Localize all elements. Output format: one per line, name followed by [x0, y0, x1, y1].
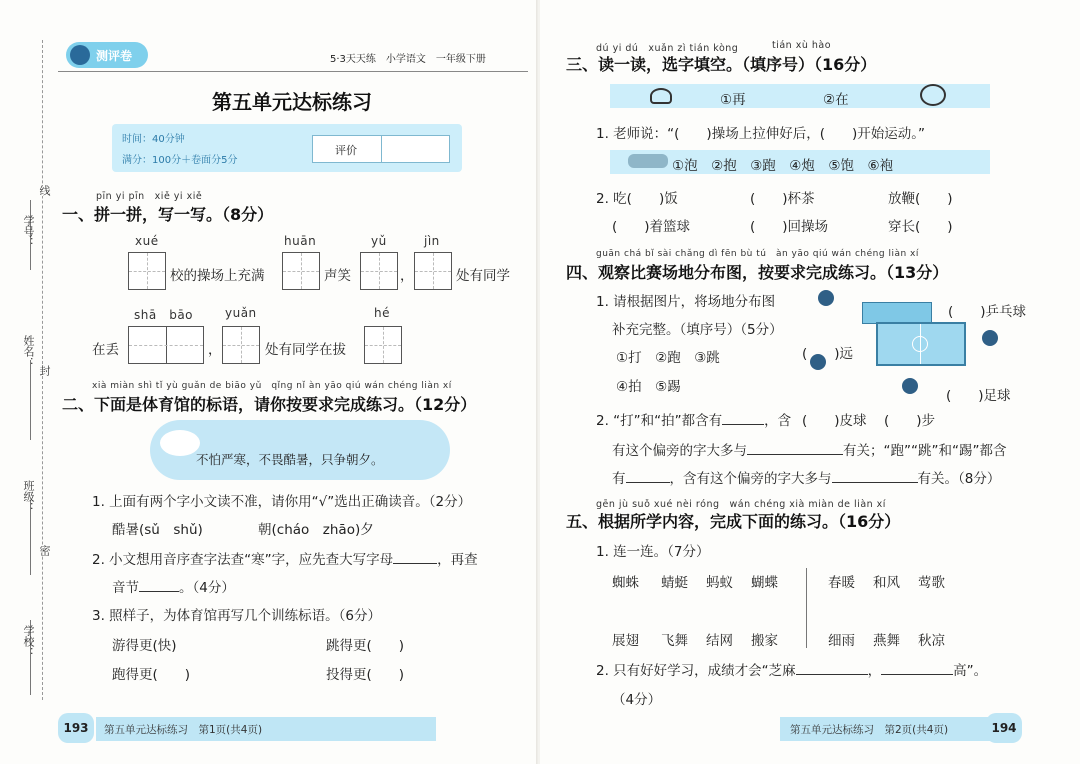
pingpong-table — [862, 302, 932, 324]
py-xue: xué — [135, 234, 159, 248]
match-item[interactable]: 蜘蛛 — [612, 575, 639, 591]
badge — [66, 42, 148, 68]
page-number: 193 — [58, 713, 94, 743]
answer-blank[interactable] — [881, 661, 953, 675]
s1-line2-b: ， — [208, 342, 222, 358]
s3-pinyin-b: tián xù hào — [772, 40, 832, 51]
racket-icon — [920, 84, 946, 106]
header-rule — [58, 71, 528, 72]
s3-q2-r1-a[interactable]: 2. 吃( )饭 — [596, 191, 678, 207]
rail-underline — [30, 360, 31, 440]
answer-blank[interactable] — [393, 550, 437, 564]
lbl-football[interactable]: ( )足球 — [946, 388, 1011, 404]
s5-q2: 2. 只有好好学习，成绩才会“芝麻 ， 高”。 — [596, 663, 988, 679]
writing-box[interactable] — [414, 252, 452, 290]
s2-q2-cont: 音节 。（4分） — [112, 580, 235, 596]
s2-q1-b: 朝(cháo zhāo)夕 — [258, 522, 374, 538]
s5-title: 五、根据所学内容，完成下面的练习。（16分） — [566, 512, 901, 531]
s5-pinyin: gēn jù suǒ xué nèi róng wán chéng xià miàn de liàn xí — [596, 499, 886, 510]
footer-text: 第五单元达标练习 第2页(共4页) — [790, 724, 949, 736]
match-item[interactable]: 和风 — [873, 575, 900, 591]
writing-box[interactable] — [364, 326, 402, 364]
s2-q1-a: 酷暑(sǔ shǔ) — [112, 522, 203, 538]
s4-opts-row2: ④拍 ⑤踢 — [616, 379, 681, 395]
eval-divider — [381, 136, 382, 162]
s5-q1: 1. 连一连。（7分） — [596, 544, 710, 560]
s2-q2: 2. 小文想用音序查字法查“寒”字，应先查大写字母 ，再查 — [92, 552, 478, 568]
match-item[interactable]: 秋凉 — [918, 633, 945, 649]
s1-line1-a: 校的操场上充满 — [170, 268, 265, 284]
match-divider — [806, 568, 807, 648]
score-label: 满分：100分＋卷面分5分 — [122, 155, 238, 166]
left-page — [0, 0, 538, 764]
slogan-cloud — [150, 420, 450, 480]
s5-q2-points: （4分） — [612, 692, 662, 708]
answer-blank[interactable] — [626, 469, 670, 483]
match-item[interactable]: 蝴蝶 — [751, 575, 778, 591]
match-item[interactable]: 结网 — [706, 633, 733, 649]
player-icon — [982, 330, 998, 346]
s2-q3-d[interactable]: 投得更( ) — [326, 667, 405, 683]
answer-blank[interactable] — [722, 411, 764, 425]
lbl-step[interactable]: ( )步 — [884, 413, 936, 429]
answer-blank[interactable] — [747, 441, 843, 455]
rail-label-school: 学校： — [22, 625, 35, 658]
rail-label-class: 班级： — [22, 480, 35, 513]
s3-q2-r1-b[interactable]: ( )杯茶 — [750, 191, 815, 207]
match-item[interactable]: 蜻蜓 — [661, 575, 688, 591]
writing-box[interactable] — [360, 252, 398, 290]
eval-label: 评价 — [335, 144, 357, 157]
s3-q2-r1-c[interactable]: 放鞭( ) — [888, 191, 953, 207]
py-he: hé — [374, 306, 390, 320]
py-yuan: yuǎn — [225, 306, 257, 320]
s1-line2-c: 处有同学在拔 — [265, 342, 346, 358]
rail-mark-line: 线 — [38, 185, 51, 196]
s4-pinyin: guān chá bǐ sài chǎng dì fēn bù tú àn yāo qiú wán chéng liàn xí — [596, 249, 919, 259]
match-item[interactable]: 飞舞 — [661, 633, 688, 649]
s4-q1-b: 补充完整。（填序号）（5分） — [612, 322, 783, 338]
s1-title: 一、拼一拼，写一写。（8分） — [62, 205, 274, 224]
py-jin: jìn — [424, 234, 440, 248]
s2-q3-b[interactable]: 跳得更( ) — [326, 638, 405, 654]
slogan-text: 不怕严寒，不畏酷暑，只争朝夕。 — [196, 452, 384, 467]
lbl-yuan[interactable]: ( )远 — [802, 346, 854, 362]
match-item[interactable]: 燕舞 — [873, 633, 900, 649]
s1-line2-a: 在丢 — [92, 342, 119, 358]
eval-box — [312, 135, 450, 163]
s2-pinyin: xià miàn shì tǐ yù guǎn de biāo yǔ qǐng nǐ àn yāo qiú wán chéng liàn xí — [92, 381, 452, 391]
s4-opts-row1: ①打 ②跑 ③跳 — [616, 350, 720, 366]
match-item[interactable]: 春暖 — [828, 575, 855, 591]
lbl-ball[interactable]: ( )皮球 — [802, 413, 867, 429]
py-huan: huān — [284, 234, 317, 248]
rail-mark-secret: 密 — [38, 545, 51, 556]
writing-box[interactable] — [128, 252, 166, 290]
match-item[interactable]: 细雨 — [828, 633, 855, 649]
badge-label: 测评卷 — [96, 49, 133, 63]
footer-text: 第五单元达标练习 第1页(共4页) — [104, 724, 263, 736]
s1-line1-d: 处有同学 — [456, 268, 510, 284]
s4-title: 四、观察比赛场地分布图，按要求完成练习。（13分） — [566, 263, 949, 282]
shuttlecock-icon — [650, 88, 672, 104]
s4-q2: 2. “打”和“拍”都含有 ，含 — [596, 413, 792, 429]
match-item[interactable]: 展翅 — [612, 633, 639, 649]
player-icon — [818, 290, 834, 306]
s3-q2-r2-c[interactable]: 穿长( ) — [888, 219, 953, 235]
s1-line1-b: 声笑 — [324, 268, 351, 284]
s3-opt2: ②在 — [823, 92, 849, 108]
py-shabao: shā bāo — [134, 308, 194, 322]
football-field — [876, 322, 966, 366]
s2-q1: 1. 上面有两个字小文读不准，请你用“√”选出正确读音。（2分） — [92, 494, 472, 510]
mascot-icon — [70, 45, 90, 65]
py-yu: yǔ — [371, 234, 387, 248]
time-label: 时间：40分钟 — [122, 134, 185, 145]
whale-icon — [160, 430, 200, 456]
s2-q3: 3. 照样子，为体育馆再写几个训练标语。（6分） — [92, 608, 382, 624]
shoe-icon — [628, 154, 668, 168]
page-title: 第五单元达标练习 — [212, 90, 372, 114]
s2-q3-c[interactable]: 跑得更( ) — [112, 667, 191, 683]
match-item[interactable]: 蚂蚁 — [706, 575, 733, 591]
s3-opts-b: ①泡 ②抱 ③跑 ④炮 ⑤饱 ⑥袍 — [672, 158, 894, 174]
rail-label-name: 姓名： — [22, 335, 35, 368]
lbl-pingpong[interactable]: ( )乒乓球 — [948, 304, 1027, 320]
answer-blank[interactable] — [796, 661, 868, 675]
s4-q2-cont: 有这个偏旁的字大多与 有关；“跑”“跳”和“踢”都含 — [612, 443, 1007, 459]
s3-q1: 1. 老师说：“( )操场上拉伸好后，( )开始运动。” — [596, 126, 925, 142]
s3-title: 三、读一读，选字填空。（填序号）（16分） — [566, 55, 877, 74]
writing-box[interactable] — [282, 252, 320, 290]
answer-blank[interactable] — [832, 469, 918, 483]
rail-mark-seal: 封 — [38, 365, 51, 376]
s3-q2-r2-a[interactable]: ( )着篮球 — [612, 219, 691, 235]
match-item[interactable]: 搬家 — [751, 633, 778, 649]
s1-pinyin: pīn yi pīn xiě yi xiě — [96, 191, 203, 202]
rail-label-student-id: 学号： — [22, 215, 35, 248]
s2-q3-a: 游得更(快) — [112, 638, 177, 654]
s3-q2-r2-b[interactable]: ( )回操场 — [750, 219, 829, 235]
match-item[interactable]: 莺歌 — [918, 575, 945, 591]
s2-title: 二、下面是体育馆的标语，请你按要求完成练习。（12分） — [62, 395, 477, 414]
s3-opt1: ①再 — [720, 92, 746, 108]
page-number: 194 — [986, 713, 1022, 743]
answer-blank[interactable] — [139, 578, 179, 592]
s4-q2-cont2: 有 ，含有这个偏旁的字大多与 有关。（8分） — [612, 471, 1001, 487]
series-label: 5·3天天练 小学语文 一年级下册 — [330, 54, 486, 65]
s4-q1-a: 1. 请根据图片，将场地分布图 — [596, 294, 776, 310]
right-page — [540, 0, 1080, 764]
s1-line1-c: ， — [400, 268, 414, 284]
player-icon — [902, 378, 918, 394]
s3-pinyin-a: dú yi dú xuǎn zì tián kòng — [596, 43, 739, 54]
info-panel — [112, 124, 462, 172]
writing-box-double[interactable] — [128, 326, 204, 364]
writing-box[interactable] — [222, 326, 260, 364]
